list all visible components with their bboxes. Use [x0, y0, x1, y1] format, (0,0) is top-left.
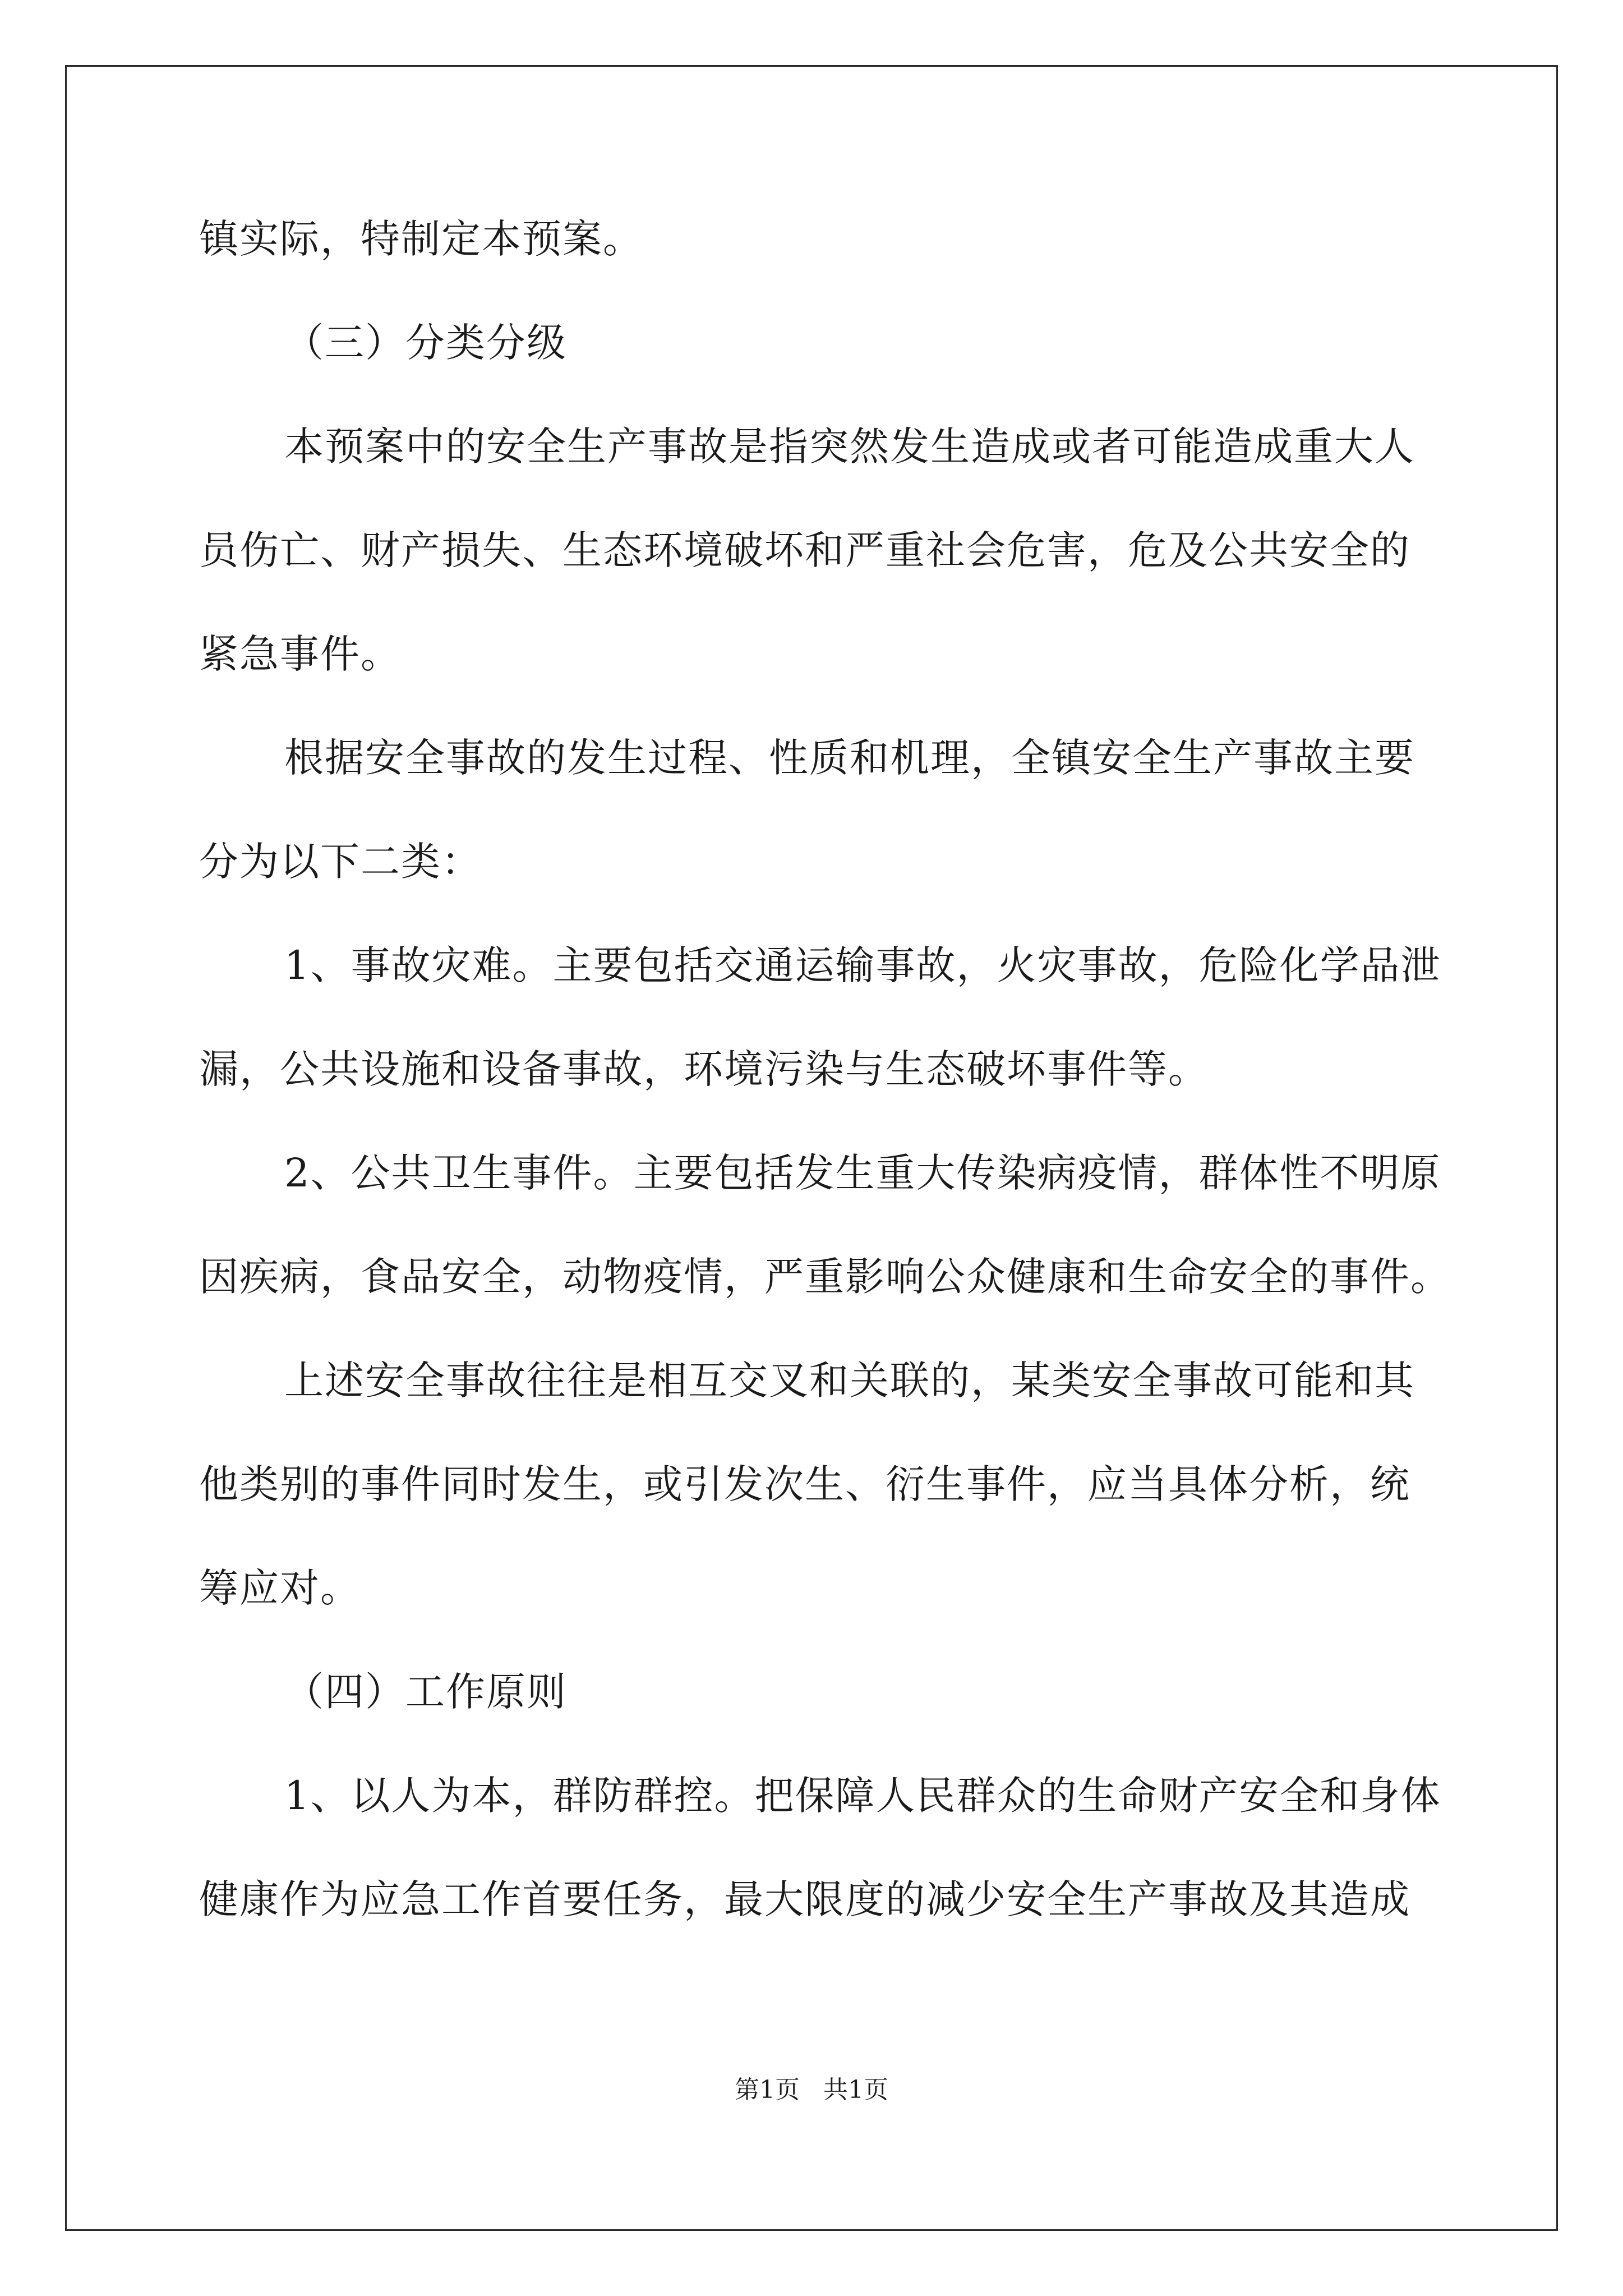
body-line: 漏，公共设施和设备事故，环境污染与生态破坏事件等。: [199, 1046, 1209, 1092]
body-line: 健康作为应急工作首要任务，最大限度的减少安全生产事故及其造成: [199, 1876, 1410, 1922]
section-heading: （三）分类分级: [284, 320, 567, 366]
body-line: 紧急事件。: [199, 631, 401, 677]
body-line: 本预案中的安全生产事故是指突然发生造成或者可能造成重大人: [284, 424, 1415, 470]
body-line: 1、以人为本，群防群控。把保障人民群众的生命财产安全和身体: [284, 1773, 1441, 1819]
page-footer: 第1页 共1页: [735, 2076, 888, 2104]
body-line: 他类别的事件同时发生，或引发次生、衍生事件，应当具体分析，统: [199, 1461, 1410, 1507]
body-line: 因疾病，食品安全，动物疫情，严重影响公众健康和生命安全的事件。: [199, 1254, 1451, 1300]
body-line: 根据安全事故的发生过程、性质和机理，全镇安全生产事故主要: [284, 735, 1415, 781]
document-body: [199, 213, 1451, 1977]
section-heading: （四）工作原则: [284, 1669, 567, 1715]
body-line: 员伤亡、财产损失、生态环境破坏和严重社会危害，危及公共安全的: [199, 527, 1410, 573]
body-line: 上述安全事故往往是相互交叉和关联的，某类安全事故可能和其: [284, 1358, 1415, 1404]
body-line: 筹应对。: [199, 1565, 361, 1611]
body-line: 1、事故灾难。主要包括交通运输事故，火灾事故，危险化学品泄: [284, 942, 1441, 988]
body-line: 镇实际，特制定本预案。: [199, 216, 643, 262]
body-line: 分为以下二类：: [199, 839, 482, 885]
body-line: 2、公共卫生事件。主要包括发生重大传染病疫情，群体性不明原: [284, 1150, 1441, 1196]
